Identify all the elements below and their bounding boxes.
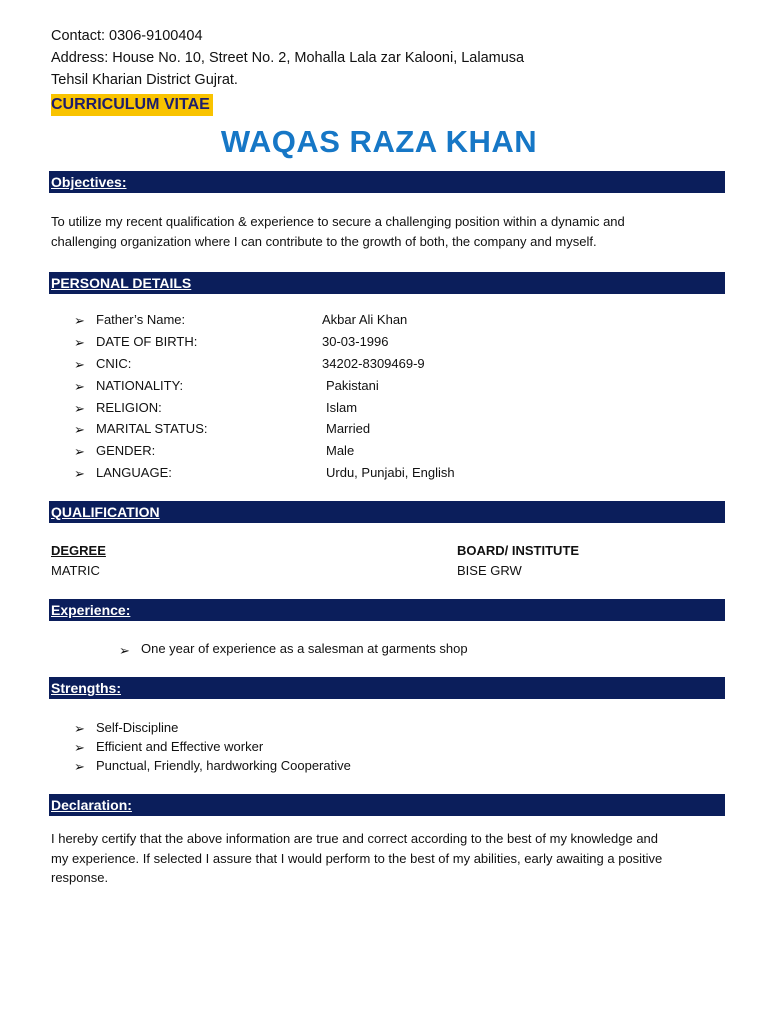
arrow-bullet-icon: ➢ <box>119 643 130 658</box>
objectives-line-2: challenging organization where I can contribute to the growth of both, the company and myself. <box>51 233 597 249</box>
declaration-line-2: my experience. If selected I assure that I would perform to the best of my abilities, early awaiting a positive <box>51 850 663 866</box>
detail-value: Islam <box>326 400 358 415</box>
arrow-bullet-icon: ➢ <box>74 379 85 394</box>
degree-column-header: DEGREE <box>51 543 106 558</box>
strength-item: Punctual, Friendly, hardworking Cooperative <box>96 758 351 773</box>
declaration-heading-bar <box>49 794 725 816</box>
experience-heading-bar <box>49 599 725 621</box>
experience-heading: Experience: <box>51 602 131 618</box>
declaration-line-1: I hereby certify that the above information are true and correct according to the best of my knowledge and <box>51 831 659 846</box>
board-column-header: BOARD/ INSTITUTE <box>457 543 580 558</box>
detail-value: 30-03-1996 <box>322 334 389 349</box>
strength-item: Efficient and Effective worker <box>96 739 264 754</box>
arrow-bullet-icon: ➢ <box>74 313 85 328</box>
arrow-bullet-icon: ➢ <box>74 444 85 459</box>
arrow-bullet-icon: ➢ <box>74 422 85 437</box>
strengths-heading-bar <box>49 677 725 699</box>
objectives-text <box>51 212 725 251</box>
detail-label: Father’s Name: <box>96 312 186 327</box>
degree-value: MATRIC <box>51 563 100 578</box>
personal-details-heading-bar <box>49 272 725 294</box>
declaration-line-3: response. <box>51 870 109 885</box>
detail-label: DATE OF BIRTH: <box>96 334 198 349</box>
detail-value: Urdu, Punjabi, English <box>326 465 455 480</box>
objectives-line-1: To utilize my recent qualification & experience to secure a challenging position within a dynamic and <box>51 214 625 229</box>
objectives-heading-bar <box>49 171 725 193</box>
experience-item: One year of experience as a salesman at garments shop <box>141 641 468 656</box>
contact-line: Contact: 0306-9100404 <box>51 28 203 44</box>
detail-value: Akbar Ali Khan <box>322 312 408 327</box>
strengths-heading: Strengths: <box>51 680 121 696</box>
detail-value: Pakistani <box>326 378 379 393</box>
arrow-bullet-icon: ➢ <box>74 335 85 350</box>
detail-value: 34202-8309469-9 <box>322 356 425 371</box>
declaration-text <box>51 829 725 888</box>
arrow-bullet-icon: ➢ <box>74 466 85 481</box>
address-line-2: Tehsil Kharian District Gujrat. <box>51 72 238 88</box>
detail-label: GENDER: <box>96 443 156 458</box>
arrow-bullet-icon: ➢ <box>74 401 85 416</box>
arrow-bullet-icon: ➢ <box>74 357 85 372</box>
declaration-heading: Declaration: <box>51 797 132 813</box>
arrow-bullet-icon: ➢ <box>74 721 85 736</box>
board-value: BISE GRW <box>457 563 522 578</box>
detail-label: CNIC: <box>96 356 132 371</box>
candidate-name: WAQAS RAZA KHAN <box>220 124 538 159</box>
detail-label: MARITAL STATUS: <box>96 421 208 436</box>
detail-label: NATIONALITY: <box>96 378 184 393</box>
detail-label: LANGUAGE: <box>96 465 172 480</box>
detail-value: Male <box>326 443 355 458</box>
arrow-bullet-icon: ➢ <box>74 740 85 755</box>
detail-value: Married <box>326 421 371 436</box>
strength-item: Self-Discipline <box>96 720 179 735</box>
arrow-bullet-icon: ➢ <box>74 759 85 774</box>
address-line-1: Address: House No. 10, Street No. 2, Mohalla Lala zar Kalooni, Lalamusa <box>51 50 525 66</box>
personal-details-heading: PERSONAL DETAILS <box>51 275 192 291</box>
qualification-heading: QUALIFICATION <box>51 504 160 520</box>
cv-label: CURRICULUM VITAE <box>51 94 213 116</box>
detail-label: RELIGION: <box>96 400 162 415</box>
qualification-heading-bar <box>49 501 725 523</box>
objectives-heading: Objectives: <box>51 174 127 190</box>
